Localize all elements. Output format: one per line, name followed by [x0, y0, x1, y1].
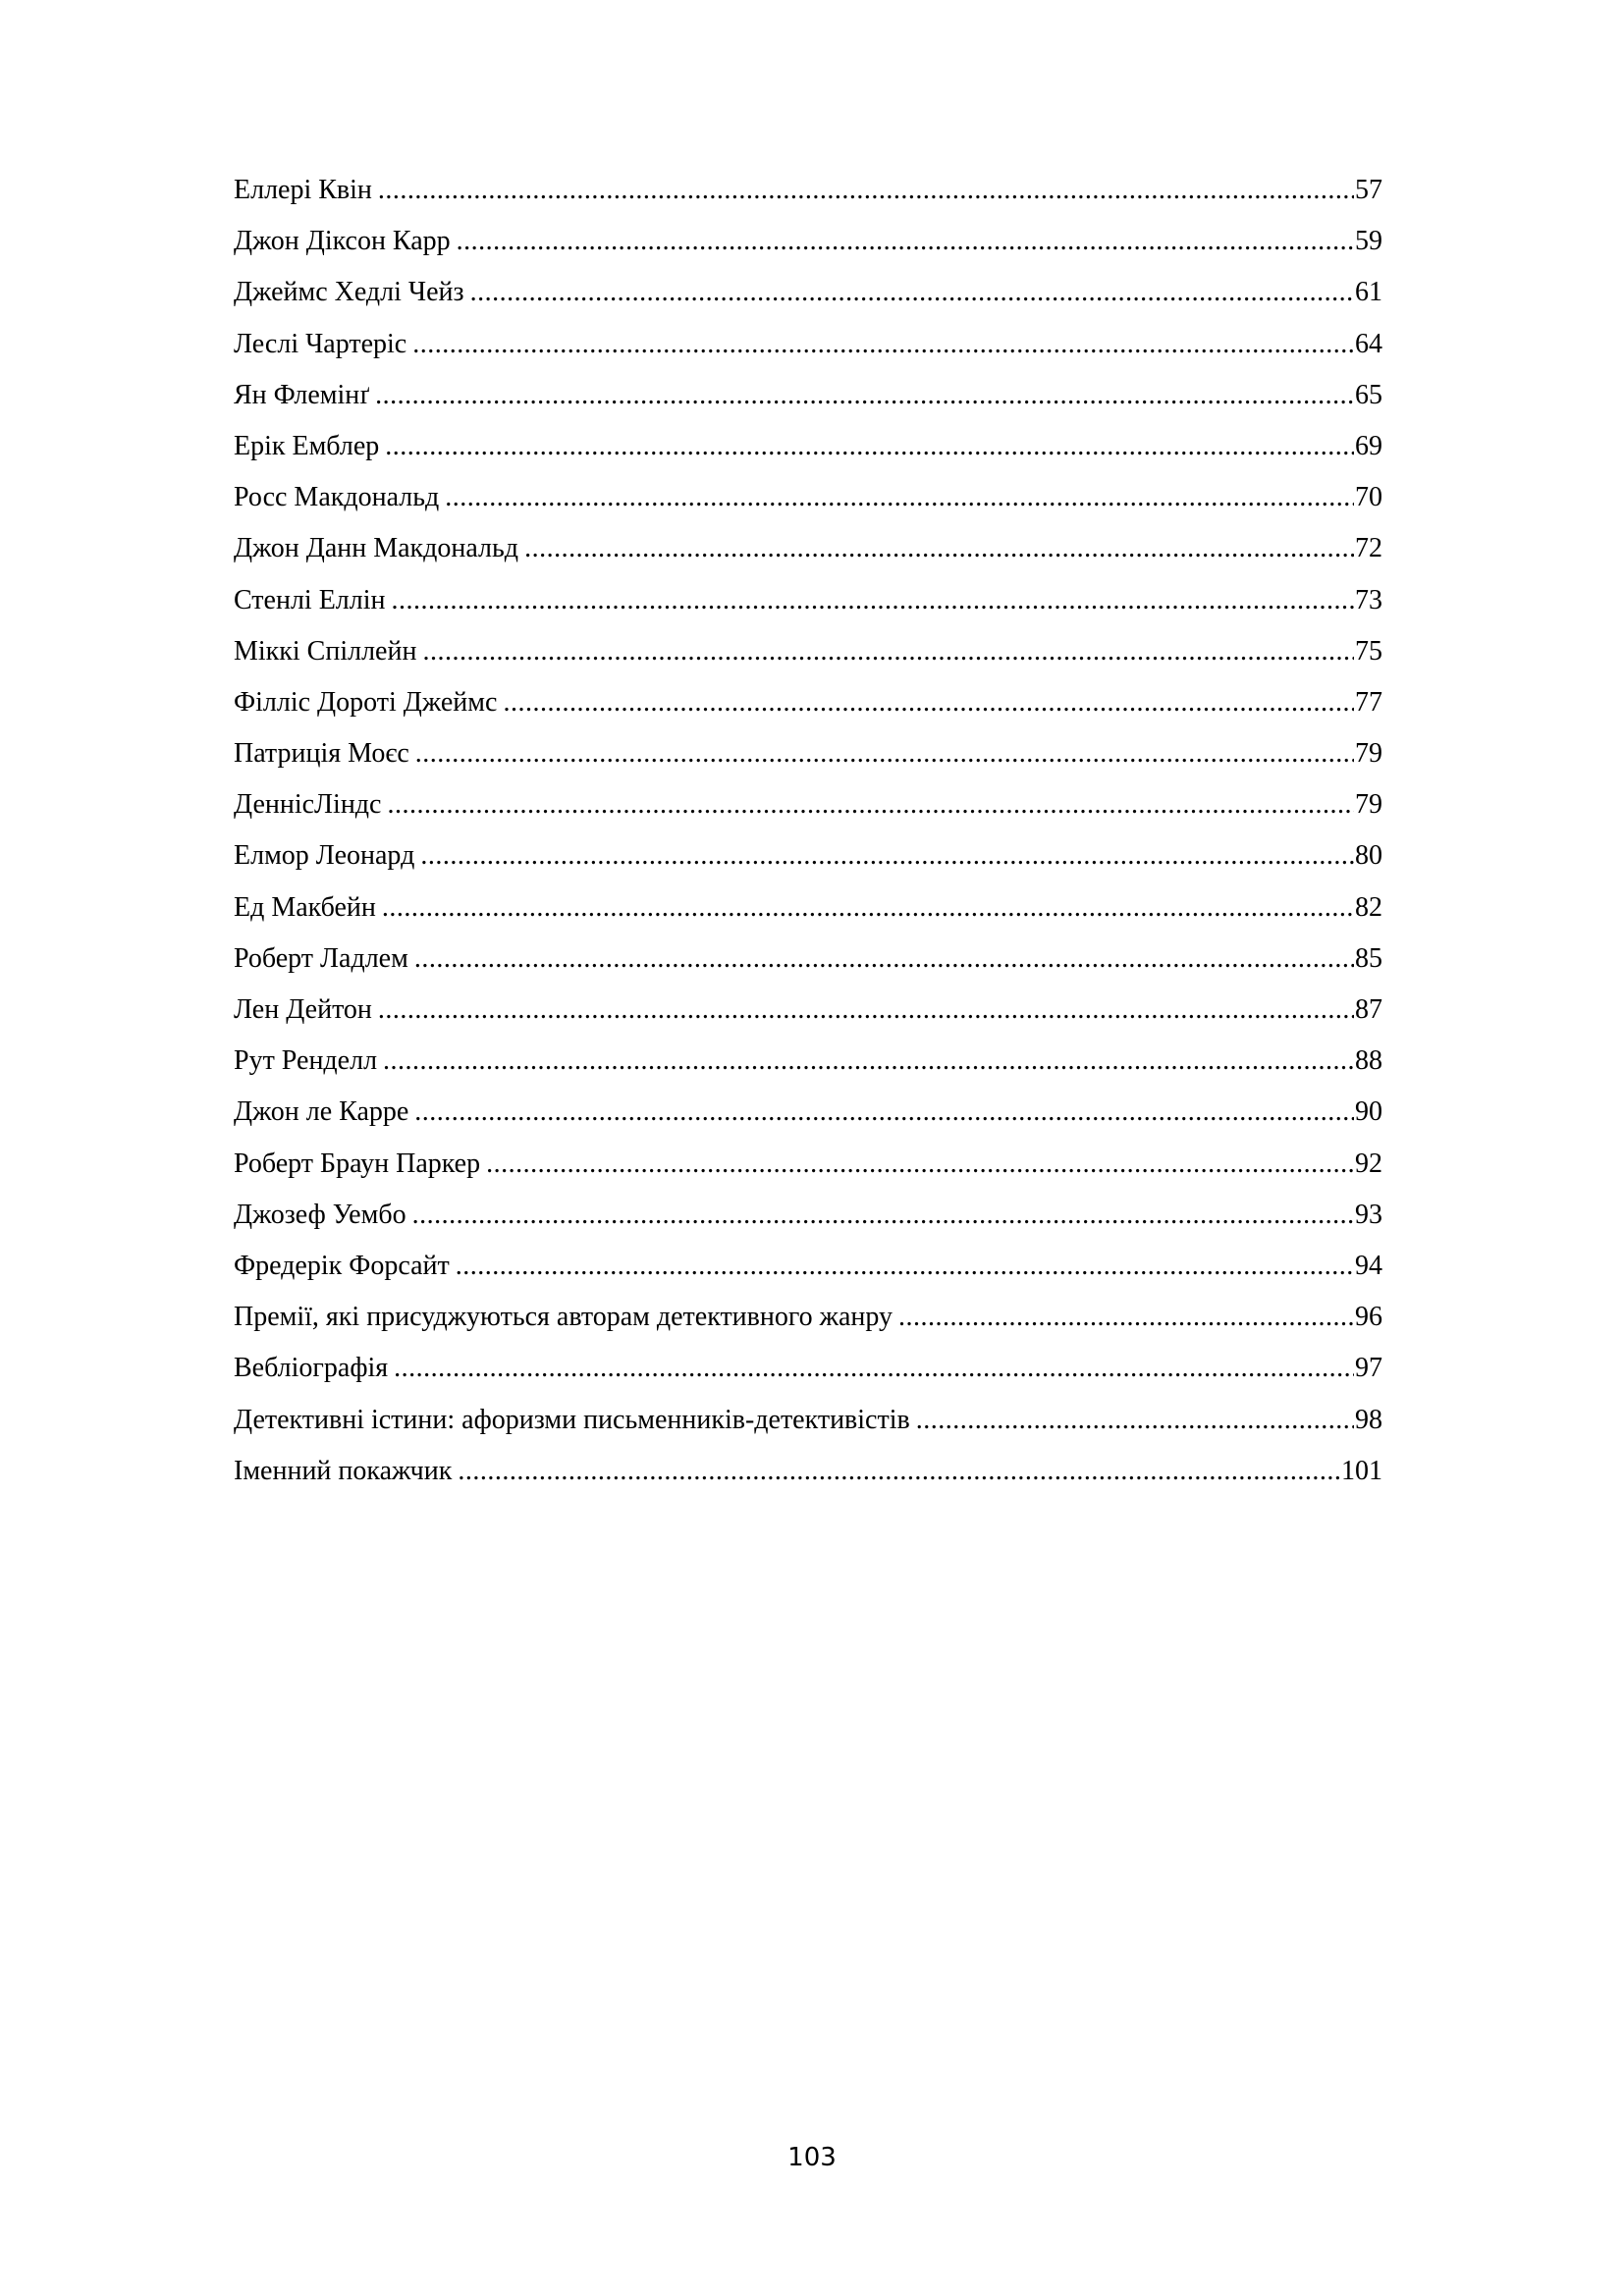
toc-entry-title: Роберт Браун Паркер — [234, 1148, 481, 1179]
toc-entry[interactable] — [234, 1241, 1382, 1292]
toc-dot-leader — [412, 319, 1354, 370]
toc-entry[interactable] — [234, 830, 1382, 881]
toc-entry[interactable] — [234, 1292, 1382, 1343]
page-number: 103 — [787, 2143, 837, 2172]
toc-entry-page: 80 — [1355, 840, 1382, 872]
toc-entry-title: Рут Ренделл — [234, 1045, 378, 1077]
toc-entry-page: 77 — [1355, 686, 1382, 718]
toc-entry[interactable] — [234, 1395, 1382, 1446]
toc-entry-title: Ед Макбейн — [234, 891, 376, 923]
toc-entry-page: 88 — [1355, 1045, 1382, 1077]
toc-entry[interactable] — [234, 985, 1382, 1036]
toc-entry[interactable] — [234, 626, 1382, 677]
toc-dot-leader — [445, 472, 1354, 523]
toc-entry[interactable] — [234, 934, 1382, 985]
toc-entry-page: 90 — [1355, 1096, 1382, 1128]
toc-entry-title: Детективні істини: афоризми письменників-детективістів — [234, 1404, 910, 1435]
toc-entry-page: 73 — [1355, 584, 1382, 615]
toc-dot-leader — [382, 882, 1354, 934]
toc-entry-page: 82 — [1355, 891, 1382, 923]
toc-entry-page: 57 — [1355, 175, 1382, 205]
toc-entry-page: 75 — [1355, 635, 1382, 667]
toc-entry-title: Росс Макдональд — [234, 482, 440, 513]
toc-entry-page: 59 — [1355, 226, 1382, 257]
toc-entry-title: Лен Дейтон — [234, 994, 372, 1025]
toc-entry-page: 96 — [1355, 1302, 1382, 1333]
toc-entry-title: Премії, які присуджуються авторам детективного жанру — [234, 1302, 893, 1333]
toc-dot-leader — [898, 1292, 1354, 1343]
toc-entry-title: Джон ле Карре — [234, 1096, 409, 1128]
toc-entry-title: Джон Данн Макдональд — [234, 533, 519, 564]
toc-dot-leader — [420, 830, 1354, 881]
toc-entry-title: Роберт Ладлем — [234, 942, 408, 974]
toc-dot-leader — [378, 165, 1354, 216]
toc-entry-title: Філліс Дороті Джеймс — [234, 686, 498, 718]
toc-dot-leader — [414, 934, 1354, 985]
toc-entry-page: 72 — [1355, 533, 1382, 564]
toc-dot-leader — [375, 370, 1354, 421]
toc-entry-page: 87 — [1355, 994, 1382, 1025]
toc-dot-leader — [383, 1036, 1354, 1087]
toc-entry[interactable] — [234, 421, 1382, 472]
toc-dot-leader — [524, 523, 1354, 574]
toc-entry[interactable] — [234, 267, 1382, 318]
toc-entry[interactable] — [234, 1343, 1382, 1394]
toc-dot-leader — [456, 1241, 1354, 1292]
toc-entry-page: 61 — [1355, 277, 1382, 308]
toc-entry[interactable] — [234, 728, 1382, 779]
toc-entry[interactable] — [234, 472, 1382, 523]
toc-entry[interactable] — [234, 216, 1382, 267]
toc-dot-leader — [412, 1190, 1354, 1241]
toc-dot-leader — [470, 267, 1354, 318]
toc-entry-title: Веблiографія — [234, 1353, 389, 1384]
toc-entry[interactable] — [234, 1190, 1382, 1241]
toc-entry-page: 79 — [1355, 738, 1382, 770]
toc-dot-leader — [457, 216, 1354, 267]
toc-dot-leader — [387, 779, 1354, 830]
toc-entry-title: Патриція Моєс — [234, 738, 409, 770]
toc-entry[interactable] — [234, 779, 1382, 830]
toc-entry[interactable] — [234, 1139, 1382, 1190]
toc-entry-title: Стенлі Еллін — [234, 584, 386, 615]
toc-dot-leader — [415, 728, 1354, 779]
toc-dot-leader — [458, 1446, 1340, 1497]
toc-dot-leader — [422, 626, 1354, 677]
toc-dot-leader — [394, 1343, 1354, 1394]
toc-entry-page: 97 — [1355, 1353, 1382, 1384]
toc-entry-title: Елмор Леонард — [234, 840, 415, 872]
toc-dot-leader — [916, 1395, 1354, 1446]
toc-dot-leader — [503, 677, 1354, 728]
toc-entry-title: Джеймс Хедлі Чейз — [234, 277, 464, 308]
toc-entry-page: 92 — [1355, 1148, 1382, 1179]
toc-entry-title: Фредерік Форсайт — [234, 1250, 450, 1281]
toc-entry-page: 69 — [1355, 430, 1382, 461]
toc-entry-page: 93 — [1355, 1199, 1382, 1230]
toc-entry[interactable] — [234, 319, 1382, 370]
toc-entry-page: 79 — [1355, 789, 1382, 821]
toc-entry-page: 101 — [1341, 1455, 1382, 1486]
toc-entry-title: Джон Діксон Карр — [234, 226, 451, 257]
toc-entry-page: 70 — [1355, 482, 1382, 513]
toc-entry[interactable] — [234, 370, 1382, 421]
toc-dot-leader — [385, 421, 1354, 472]
toc-dot-leader — [414, 1087, 1354, 1138]
toc-entry-page: 98 — [1355, 1404, 1382, 1435]
toc-dot-leader — [392, 575, 1354, 626]
toc-dot-leader — [378, 985, 1354, 1036]
toc-entry[interactable] — [234, 882, 1382, 934]
toc-dot-leader — [486, 1139, 1354, 1190]
toc-entry-title: Леслі Чартеріс — [234, 328, 407, 359]
toc-entry-page: 64 — [1355, 328, 1382, 359]
toc-entry[interactable] — [234, 575, 1382, 626]
toc-entry[interactable] — [234, 1036, 1382, 1087]
toc-entry-title: Еллері Квін — [234, 175, 372, 205]
toc-entry[interactable] — [234, 677, 1382, 728]
toc-entry[interactable] — [234, 165, 1382, 216]
toc-entry-title: Джозеф Уембо — [234, 1199, 406, 1230]
toc-entry[interactable] — [234, 1446, 1382, 1497]
toc-entry[interactable] — [234, 1087, 1382, 1138]
table-of-contents — [234, 165, 1382, 1497]
toc-entry-title: Міккі Спіллейн — [234, 635, 417, 667]
toc-entry-title: ДеннісЛіндс — [234, 789, 382, 821]
toc-entry-page: 85 — [1355, 942, 1382, 974]
toc-entry-title: Іменний покажчик — [234, 1455, 453, 1486]
toc-entry[interactable] — [234, 523, 1382, 574]
toc-entry-page: 65 — [1355, 379, 1382, 410]
toc-entry-page: 94 — [1355, 1250, 1382, 1281]
toc-entry-title: Ерік Емблер — [234, 430, 380, 461]
toc-entry-title: Ян Флемінґ — [234, 379, 370, 410]
